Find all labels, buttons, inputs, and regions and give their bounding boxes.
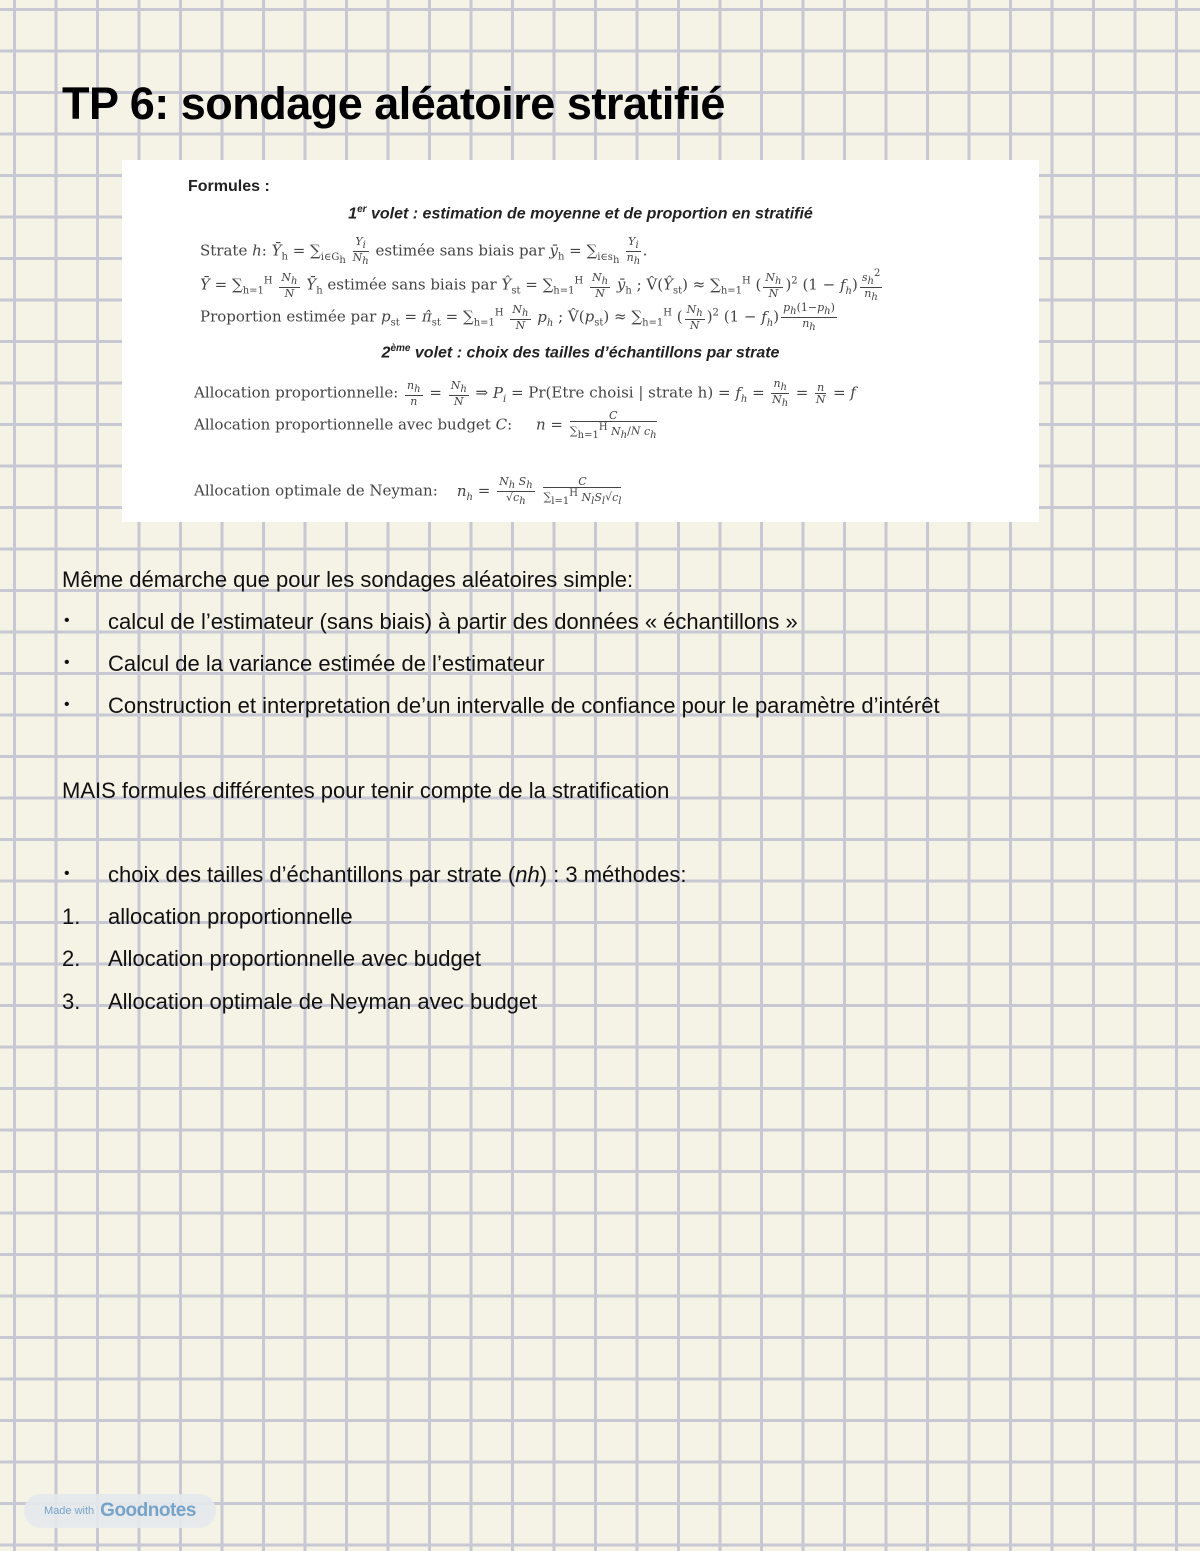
mais-text: MAIS formules différentes pour tenir compte de la stratification [62, 778, 670, 803]
formula-line-mean: Ȳ = $\sum_{h=1}^H$ $\frac{N_h}{N}$ $Ȳ_h$ estimée sans biais par $Ŷ_{st} = \sum_{h=1}^H$ $\frac{N_h}{N}$ $ȳ_h$ ; $V̂(Ŷ_{st}) \approx \sum_{h=1}^H$ ( $\frac{N_h}{N}$ )$^2$ $(1 - f_h)$ $\frac{s_h^2}{n_h}$ [200, 268, 881, 304]
goodnotes-watermark: Made with Goodnotes [24, 1494, 216, 1528]
formulas-section-2: 2ème volet : choix des tailles d’échantillons par strate [381, 343, 780, 362]
formula-line-strate: Strate h: $Ȳ_h = \sum_{i\in G_h}$ $\frac{Y_i}{N_h}$ estimée sans biais par $ȳ_h = \sum_{i\in s_h}$ $\frac{Y_i}{n_h}$ . [200, 235, 648, 268]
formula-line-proportion: Proportion estimée par $p_{st}$ = $\pî_{st} = \sum_{h=1}^H$ $\frac{N_h}{N}$ $p_h$ ; $V̂(p_{st}) \approx \sum_{h=1}^H$ ( $\frac{N_h}{N}$ )$^2$ $(1 - f_h)$ $\frac{p_h(1-p_h)}{n_h}$ [200, 301, 835, 334]
formula-line-allocation-prop: Allocation proportionnelle: $\frac{n_h}{n}$ = $\frac{N_h}{N}$ ⇒ $P_i$ = Pr(Etre choisi | strate $h) = f_h$ = $\frac{n_h}{N_h}$ = $\frac{n}{N}$ = f [194, 377, 856, 410]
page-title: TP 6: sondage aléatoire stratifié [62, 78, 725, 129]
intro-text: Même démarche que pour les sondages aléatoires simple: [62, 567, 634, 592]
formula-image [122, 160, 1039, 522]
formulas-heading: Formules : [188, 178, 270, 195]
formulas-section-1: 1er volet : estimation de moyenne et de proportion en stratifié [348, 204, 813, 223]
formula-line-neyman: Allocation optimale de Neyman: $n_h$ = $\frac{N_h S_h}{√c_h}$ $\frac{C}{\sum_{l=1}^H N_lS_l√c_l}$ [194, 475, 622, 508]
formula-line-allocation-budget: Allocation proportionnelle avec budget C: n = $\frac{C}{\sum_{h=1}^H N_h/N c_h}$ [194, 409, 657, 441]
